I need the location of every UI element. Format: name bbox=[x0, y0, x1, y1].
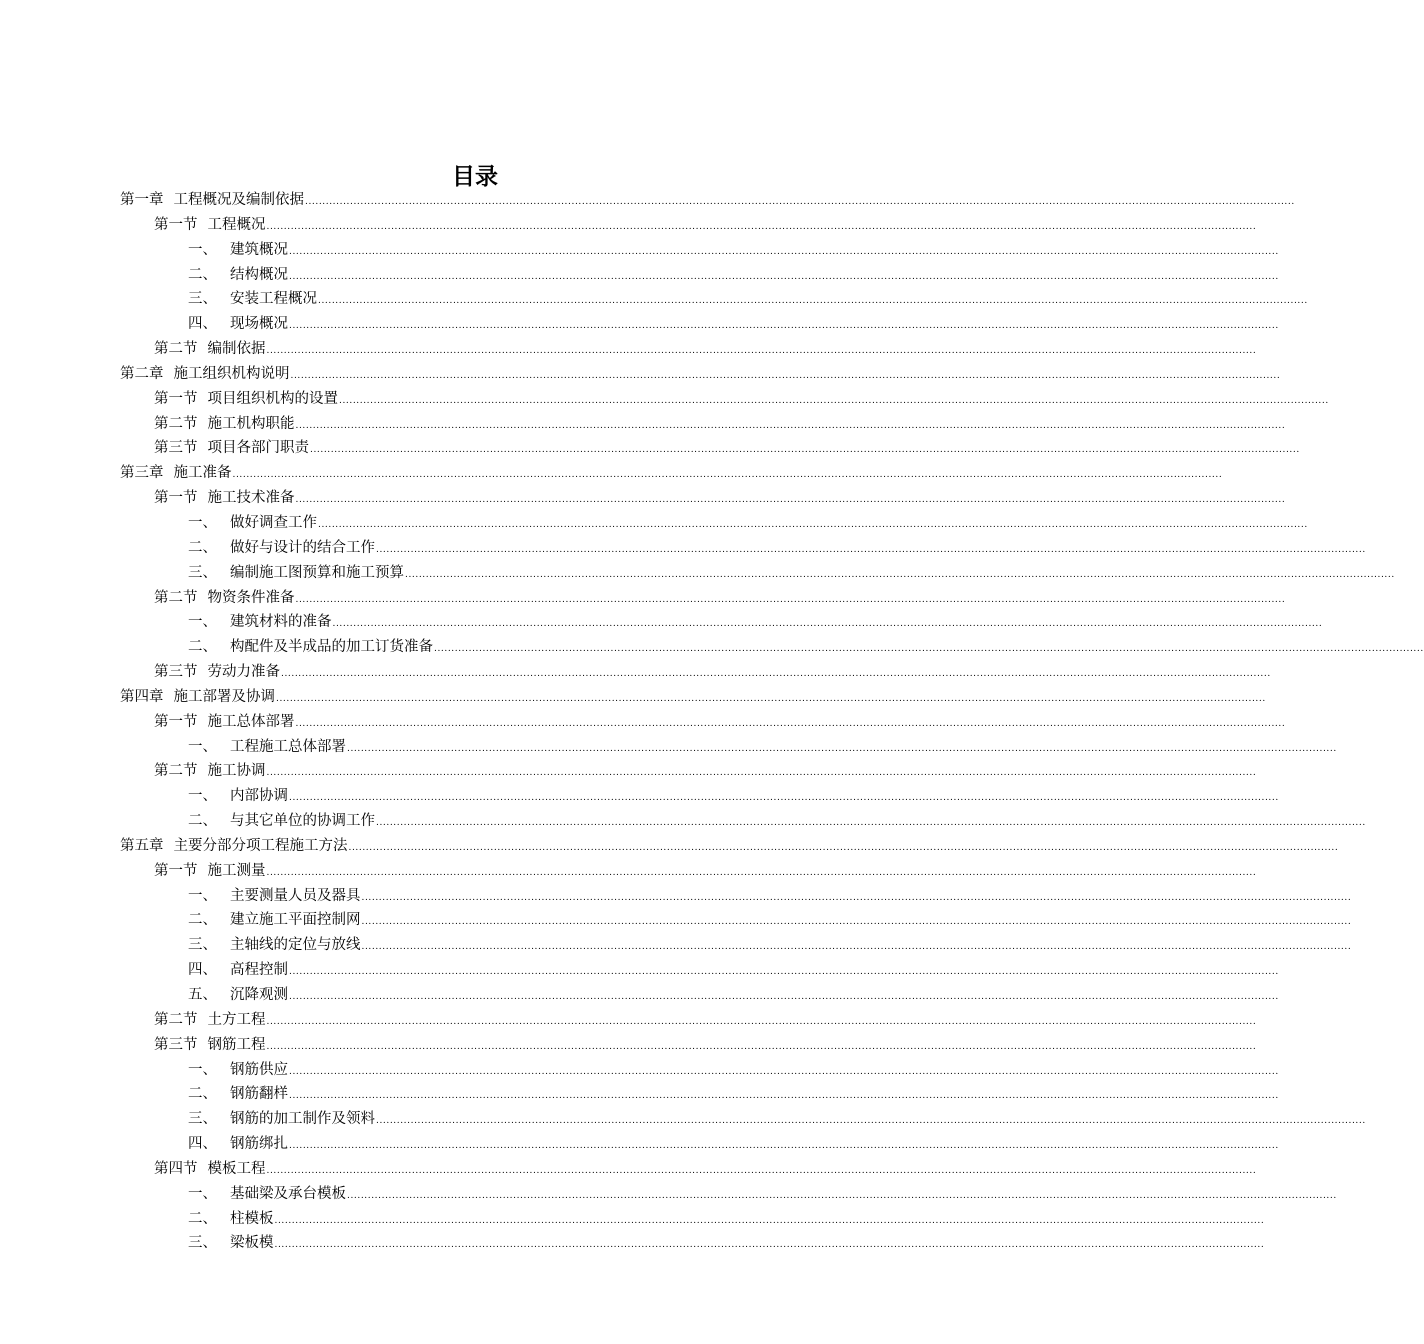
toc-entry-title: 施工协调 bbox=[207, 763, 266, 780]
toc-entry-level-2[interactable] bbox=[120, 387, 1329, 412]
toc-entry-level-2[interactable] bbox=[120, 759, 1257, 784]
toc-entry-level-3[interactable] bbox=[120, 635, 1424, 660]
toc-dot-leader: .............................................................................................................................................................................................................................................................................................. bbox=[318, 296, 1308, 307]
toc-entry-level-3[interactable] bbox=[120, 809, 1366, 834]
toc-entry-level-2[interactable] bbox=[120, 1033, 1257, 1058]
toc-entry-level-3[interactable] bbox=[120, 735, 1337, 760]
toc-entry-title: 内部协调 bbox=[230, 788, 288, 805]
toc-entry-number: 三、 bbox=[188, 1235, 217, 1252]
toc-entry-number: 第一节 bbox=[154, 490, 198, 507]
toc-entry-number: 一、 bbox=[188, 514, 217, 531]
toc-entry-number: 第四节 bbox=[154, 1160, 198, 1177]
toc-entry-level-2[interactable] bbox=[120, 486, 1286, 511]
toc-entry-number: 第一节 bbox=[154, 216, 198, 233]
toc-dot-leader: .............................................................................................................................................................................................................................................................................................. bbox=[290, 370, 1281, 381]
toc-entry-number: 第二节 bbox=[154, 415, 198, 432]
toc-dot-leader: .............................................................................................................................................................................................................................................................................................. bbox=[274, 1240, 1265, 1251]
toc-entry-level-3[interactable] bbox=[120, 958, 1279, 983]
toc-entry-number: 第一章 bbox=[120, 192, 164, 208]
toc-entry-level-3[interactable] bbox=[120, 908, 1352, 933]
toc-entry-title: 编制施工图预算和施工预算 bbox=[230, 564, 404, 581]
toc-entry-title: 主要测量人员及器具 bbox=[230, 887, 361, 904]
toc-entry-level-3[interactable] bbox=[120, 238, 1279, 263]
toc-entry-number: 第一节 bbox=[154, 862, 198, 879]
toc-dot-leader: .............................................................................................................................................................................................................................................................................................. bbox=[274, 1215, 1265, 1226]
toc-entry-level-3[interactable] bbox=[120, 884, 1352, 909]
toc-dot-leader: .............................................................................................................................................................................................................................................................................................. bbox=[289, 793, 1279, 804]
toc-entry-level-1[interactable] bbox=[120, 834, 1339, 859]
toc-entry-level-2[interactable] bbox=[120, 1157, 1257, 1182]
toc-entry-title: 施工机构职能 bbox=[207, 415, 295, 432]
toc-entry-number: 二、 bbox=[188, 813, 217, 830]
toc-entry-number: 第二章 bbox=[120, 365, 164, 382]
toc-entry-level-1[interactable] bbox=[120, 461, 1223, 486]
toc-entry-title: 主要分部分项工程施工方法 bbox=[173, 837, 348, 854]
toc-entry-number: 二、 bbox=[188, 912, 217, 929]
toc-entry-title: 工程概况及编制依据 bbox=[173, 192, 304, 208]
toc-dot-leader: .............................................................................................................................................................................................................................................................................................. bbox=[348, 842, 1339, 853]
toc-dot-leader: .............................................................................................................................................................................................................................................................................................. bbox=[295, 718, 1286, 729]
toc-entry-title: 钢筋工程 bbox=[207, 1036, 266, 1053]
toc-entry-number: 第二节 bbox=[154, 1011, 198, 1028]
toc-entry-number: 第一节 bbox=[154, 713, 198, 730]
toc-entry-number: 一、 bbox=[188, 1185, 217, 1202]
toc-entry-level-1[interactable] bbox=[120, 685, 1266, 710]
table-of-contents bbox=[120, 188, 1424, 1256]
toc-dot-leader: .............................................................................................................................................................................................................................................................................................. bbox=[295, 594, 1286, 605]
toc-dot-leader: .............................................................................................................................................................................................................................................................................................. bbox=[281, 669, 1271, 680]
toc-entry-number: 一、 bbox=[188, 887, 217, 904]
toc-dot-leader: .............................................................................................................................................................................................................................................................................................. bbox=[289, 271, 1279, 282]
toc-entry-level-3[interactable] bbox=[120, 1182, 1337, 1207]
toc-entry-title: 安装工程概况 bbox=[230, 291, 317, 308]
toc-entry-number: 二、 bbox=[188, 1086, 217, 1103]
toc-entry-title: 工程施工总体部署 bbox=[230, 738, 346, 755]
toc-dot-leader: .............................................................................................................................................................................................................................................................................................. bbox=[347, 743, 1337, 754]
toc-entry-number: 二、 bbox=[188, 539, 217, 556]
toc-dot-leader: .............................................................................................................................................................................................................................................................................................. bbox=[266, 867, 1257, 878]
toc-entry-title: 施工技术准备 bbox=[207, 490, 295, 507]
toc-title: 目录 bbox=[452, 163, 498, 191]
toc-dot-leader: .............................................................................................................................................................................................................................................................................................. bbox=[361, 892, 1352, 903]
toc-entry-title: 模板工程 bbox=[207, 1160, 266, 1177]
toc-entry-title: 梁板模 bbox=[230, 1235, 274, 1252]
toc-entry-number: 二、 bbox=[188, 1210, 217, 1227]
toc-entry-level-2[interactable] bbox=[120, 436, 1300, 461]
toc-dot-leader: .............................................................................................................................................................................................................................................................................................. bbox=[289, 967, 1279, 978]
toc-entry-number: 第三节 bbox=[154, 664, 198, 681]
toc-entry-title: 土方工程 bbox=[207, 1011, 266, 1028]
toc-entry-level-2[interactable] bbox=[120, 660, 1271, 685]
toc-entry-title: 施工组织机构说明 bbox=[173, 365, 290, 382]
toc-entry-level-2[interactable] bbox=[120, 710, 1286, 735]
toc-dot-leader: .............................................................................................................................................................................................................................................................................................. bbox=[289, 246, 1279, 257]
toc-entry-title: 主轴线的定位与放线 bbox=[230, 937, 361, 954]
toc-dot-leader: .............................................................................................................................................................................................................................................................................................. bbox=[310, 445, 1300, 456]
toc-entry-number: 一、 bbox=[188, 614, 217, 631]
toc-entry-number: 四、 bbox=[188, 316, 217, 333]
toc-entry-number: 二、 bbox=[188, 266, 217, 283]
toc-dot-leader: .............................................................................................................................................................................................................................................................................................. bbox=[289, 1091, 1279, 1102]
toc-dot-leader: .............................................................................................................................................................................................................................................................................................. bbox=[289, 321, 1279, 332]
toc-entry-number: 四、 bbox=[188, 962, 217, 979]
toc-entry-number: 一、 bbox=[188, 241, 217, 258]
toc-entry-level-3[interactable] bbox=[120, 1132, 1279, 1157]
toc-entry-title: 钢筋翻样 bbox=[230, 1086, 288, 1103]
toc-entry-number: 一、 bbox=[188, 738, 217, 755]
toc-entry-title: 结构概况 bbox=[230, 266, 288, 283]
toc-entry-level-3[interactable] bbox=[120, 1082, 1279, 1107]
toc-entry-level-3[interactable] bbox=[120, 784, 1279, 809]
toc-entry-level-3[interactable] bbox=[120, 561, 1395, 586]
toc-entry-number: 三、 bbox=[188, 291, 217, 308]
toc-entry-title: 沉降观测 bbox=[230, 987, 288, 1003]
toc-entry-title: 建筑概况 bbox=[230, 241, 288, 258]
toc-dot-leader: .............................................................................................................................................................................................................................................................................................. bbox=[347, 1190, 1337, 1201]
toc-entry-title: 高程控制 bbox=[230, 962, 288, 979]
toc-dot-leader: .............................................................................................................................................................................................................................................................................................. bbox=[289, 1141, 1279, 1152]
toc-dot-leader: .............................................................................................................................................................................................................................................................................................. bbox=[376, 1116, 1366, 1127]
toc-entry-title: 项目组织机构的设置 bbox=[207, 390, 338, 407]
toc-entry-level-1[interactable] bbox=[120, 188, 1295, 213]
toc-entry-number: 第二节 bbox=[154, 763, 198, 780]
toc-dot-leader: .............................................................................................................................................................................................................................................................................................. bbox=[266, 768, 1257, 779]
toc-dot-leader: .............................................................................................................................................................................................................................................................................................. bbox=[295, 495, 1286, 506]
toc-entry-title: 劳动力准备 bbox=[207, 664, 280, 681]
toc-entry-level-3[interactable] bbox=[120, 933, 1352, 958]
toc-entry-level-3[interactable] bbox=[120, 263, 1279, 288]
toc-entry-title: 与其它单位的协调工作 bbox=[230, 813, 375, 830]
toc-dot-leader: .............................................................................................................................................................................................................................................................................................. bbox=[289, 1066, 1279, 1077]
toc-entry-level-2[interactable] bbox=[120, 337, 1257, 362]
toc-entry-number: 第一节 bbox=[154, 390, 198, 407]
toc-entry-number: 第五章 bbox=[120, 837, 164, 854]
toc-dot-leader: .............................................................................................................................................................................................................................................................................................. bbox=[376, 818, 1366, 829]
toc-entry-number: 第三章 bbox=[120, 465, 164, 482]
toc-dot-leader: .............................................................................................................................................................................................................................................................................................. bbox=[361, 917, 1352, 928]
toc-entry-number: 四、 bbox=[188, 1136, 217, 1153]
toc-entry-title: 基础梁及承台模板 bbox=[230, 1185, 346, 1202]
toc-dot-leader: .............................................................................................................................................................................................................................................................................................. bbox=[376, 544, 1366, 555]
toc-entry-title: 钢筋绑扎 bbox=[230, 1136, 288, 1153]
toc-entry-number: 三、 bbox=[188, 564, 217, 581]
toc-entry-number: 第二节 bbox=[154, 589, 198, 606]
toc-entry-level-3[interactable] bbox=[120, 610, 1323, 635]
toc-dot-leader: .............................................................................................................................................................................................................................................................................................. bbox=[339, 395, 1329, 406]
toc-entry-title: 钢筋供应 bbox=[230, 1061, 288, 1078]
toc-entry-number: 三、 bbox=[188, 937, 217, 954]
toc-entry-level-3[interactable] bbox=[120, 983, 1279, 1008]
toc-entry-title: 项目各部门职责 bbox=[207, 440, 309, 457]
toc-entry-number: 第三节 bbox=[154, 1036, 198, 1053]
toc-entry-number: 三、 bbox=[188, 1111, 217, 1128]
toc-dot-leader: .............................................................................................................................................................................................................................................................................................. bbox=[266, 346, 1257, 357]
toc-dot-leader: .............................................................................................................................................................................................................................................................................................. bbox=[232, 470, 1223, 481]
toc-entry-title: 做好与设计的结合工作 bbox=[230, 539, 375, 556]
toc-dot-leader: .............................................................................................................................................................................................................................................................................................. bbox=[332, 619, 1323, 630]
toc-entry-level-2[interactable] bbox=[120, 859, 1257, 884]
toc-entry-level-2[interactable] bbox=[120, 586, 1286, 611]
toc-dot-leader: .............................................................................................................................................................................................................................................................................................. bbox=[276, 693, 1266, 704]
toc-dot-leader: .............................................................................................................................................................................................................................................................................................. bbox=[434, 644, 1424, 655]
toc-entry-number: 第三节 bbox=[154, 440, 198, 457]
toc-entry-number: 第二节 bbox=[154, 341, 198, 358]
toc-entry-title: 做好调查工作 bbox=[230, 514, 317, 531]
toc-entry-title: 施工部署及协调 bbox=[173, 688, 275, 705]
toc-entry-title: 现场概况 bbox=[230, 316, 288, 333]
toc-dot-leader: .............................................................................................................................................................................................................................................................................................. bbox=[266, 1016, 1257, 1027]
toc-entry-number: 一、 bbox=[188, 1061, 217, 1078]
toc-entry-title: 工程概况 bbox=[207, 216, 266, 233]
toc-dot-leader: .............................................................................................................................................................................................................................................................................................. bbox=[318, 519, 1308, 530]
toc-dot-leader: .............................................................................................................................................................................................................................................................................................. bbox=[266, 1165, 1257, 1176]
toc-entry-level-3[interactable] bbox=[120, 511, 1308, 536]
toc-dot-leader: .............................................................................................................................................................................................................................................................................................. bbox=[361, 942, 1352, 953]
toc-entry-number: 二、 bbox=[188, 639, 217, 656]
toc-entry-number: 第四章 bbox=[120, 688, 164, 705]
toc-entry-title: 施工总体部署 bbox=[207, 713, 295, 730]
toc-dot-leader: .............................................................................................................................................................................................................................................................................................. bbox=[266, 221, 1257, 232]
toc-entry-title: 施工准备 bbox=[173, 465, 232, 482]
toc-entry-title: 构配件及半成品的加工订货准备 bbox=[230, 639, 433, 656]
toc-entry-level-2[interactable] bbox=[120, 1008, 1257, 1033]
toc-entry-level-2[interactable] bbox=[120, 412, 1286, 437]
toc-entry-level-3[interactable] bbox=[120, 536, 1366, 561]
toc-dot-leader: .............................................................................................................................................................................................................................................................................................. bbox=[405, 569, 1395, 580]
toc-entry-level-2[interactable] bbox=[120, 213, 1257, 238]
toc-entry-title: 编制依据 bbox=[207, 341, 266, 358]
toc-entry-title: 钢筋的加工制作及领料 bbox=[230, 1111, 375, 1128]
toc-dot-leader: .............................................................................................................................................................................................................................................................................................. bbox=[305, 197, 1295, 207]
toc-entry-level-3[interactable] bbox=[120, 287, 1308, 312]
toc-entry-number: 五、 bbox=[188, 987, 217, 1003]
toc-entry-title: 建立施工平面控制网 bbox=[230, 912, 361, 929]
toc-entry-level-1[interactable] bbox=[120, 362, 1281, 387]
toc-entry-title: 物资条件准备 bbox=[207, 589, 295, 606]
toc-dot-leader: .............................................................................................................................................................................................................................................................................................. bbox=[266, 1041, 1257, 1052]
toc-entry-level-3[interactable] bbox=[120, 1107, 1366, 1132]
toc-dot-leader: .............................................................................................................................................................................................................................................................................................. bbox=[289, 992, 1279, 1002]
toc-entry-level-3[interactable] bbox=[120, 312, 1279, 337]
toc-entry-level-3[interactable] bbox=[120, 1058, 1279, 1083]
toc-dot-leader: .............................................................................................................................................................................................................................................................................................. bbox=[295, 420, 1286, 431]
toc-entry-title: 建筑材料的准备 bbox=[230, 614, 332, 631]
toc-entry-number: 一、 bbox=[188, 788, 217, 805]
toc-entry-title: 柱模板 bbox=[230, 1210, 274, 1227]
toc-entry-title: 施工测量 bbox=[207, 862, 266, 879]
toc-entry-level-3[interactable] bbox=[120, 1231, 1265, 1256]
toc-entry-level-3[interactable] bbox=[120, 1207, 1265, 1232]
